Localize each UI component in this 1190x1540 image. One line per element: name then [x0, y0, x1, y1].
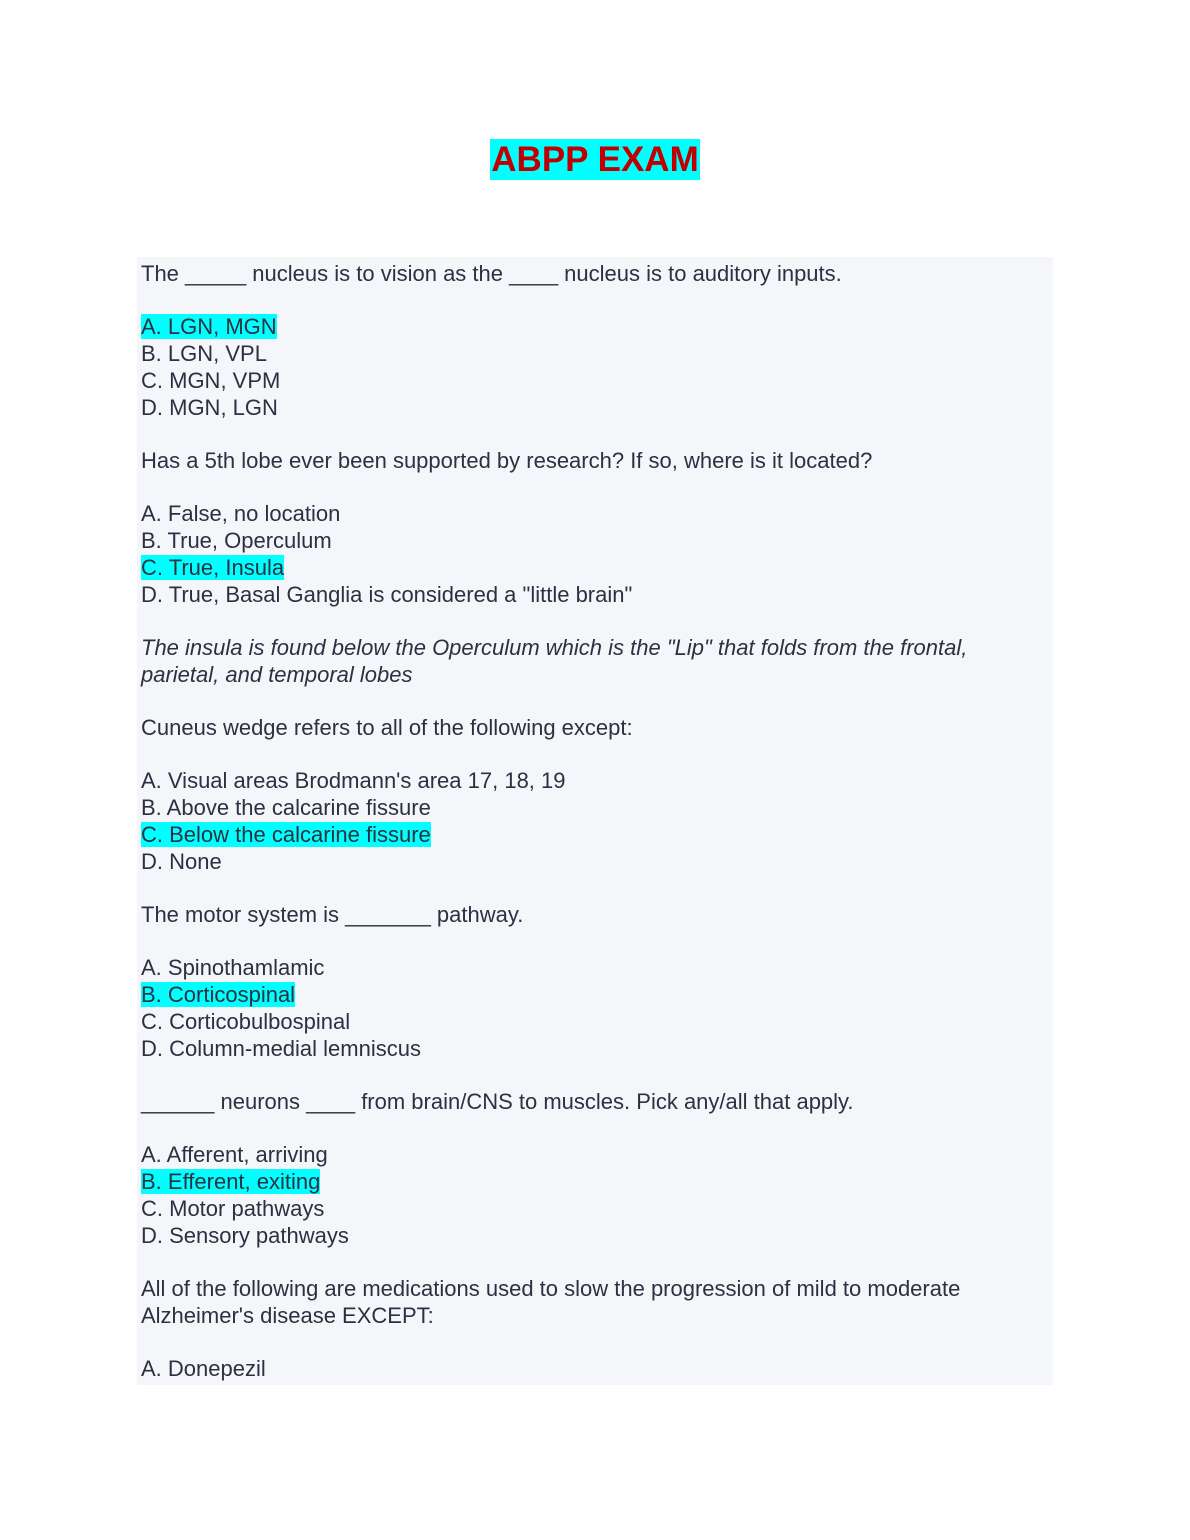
answer-option-correct: C. True, Insula	[141, 555, 285, 580]
question-text: All of the following are medications used to slow the progression of mild to moderate Alzheimer's disease EXCEPT:	[141, 1276, 961, 1328]
answer-option-correct: B. Corticospinal	[141, 982, 296, 1007]
question-block	[141, 1275, 1053, 1382]
answer-option: A. Visual areas Brodmann's area 17, 18, 19	[141, 768, 566, 793]
answer-explanation: The insula is found below the Operculum which is the "Lip" that folds from the frontal, parietal, and temporal lobes	[141, 635, 968, 687]
questions-panel	[137, 257, 1053, 1385]
answer-option-correct: C. Below the calcarine fissure	[141, 822, 431, 847]
answer-option: A. Afferent, arriving	[141, 1142, 328, 1167]
question-text: The _____ nucleus is to vision as the ____ nucleus is to auditory inputs.	[141, 261, 842, 286]
answer-option: A. Donepezil	[141, 1356, 266, 1381]
answer-option: D. MGN, LGN	[141, 395, 278, 420]
document-title	[0, 139, 1190, 180]
answer-option: B. Above the calcarine fissure	[141, 795, 431, 820]
question-text: Has a 5th lobe ever been supported by research? If so, where is it located?	[141, 448, 873, 473]
question-text: ______ neurons ____ from brain/CNS to muscles. Pick any/all that apply.	[141, 1089, 854, 1114]
question-block	[141, 714, 1053, 875]
answer-option: D. True, Basal Ganglia is considered a "little brain"	[141, 582, 633, 607]
answer-option: B. LGN, VPL	[141, 341, 267, 366]
answer-option: B. True, Operculum	[141, 528, 332, 553]
question-block	[141, 260, 1053, 421]
question-text: Cuneus wedge refers to all of the following except:	[141, 715, 633, 740]
question-block	[141, 447, 1053, 688]
answer-option-correct: B. Efferent, exiting	[141, 1169, 321, 1194]
answer-option: C. Motor pathways	[141, 1196, 325, 1221]
answer-option-correct: A. LGN, MGN	[141, 314, 277, 339]
document-title-text: ABPP EXAM	[491, 140, 699, 179]
question-text: The motor system is _______ pathway.	[141, 902, 524, 927]
answer-option: D. Column-medial lemniscus	[141, 1036, 421, 1061]
answer-option: C. MGN, VPM	[141, 368, 281, 393]
answer-option: D. None	[141, 849, 222, 874]
answer-option: A. Spinothamlamic	[141, 955, 325, 980]
question-block	[141, 1088, 1053, 1249]
answer-option: A. False, no location	[141, 501, 341, 526]
answer-option: D. Sensory pathways	[141, 1223, 349, 1248]
answer-option: C. Corticobulbospinal	[141, 1009, 351, 1034]
question-block	[141, 901, 1053, 1062]
